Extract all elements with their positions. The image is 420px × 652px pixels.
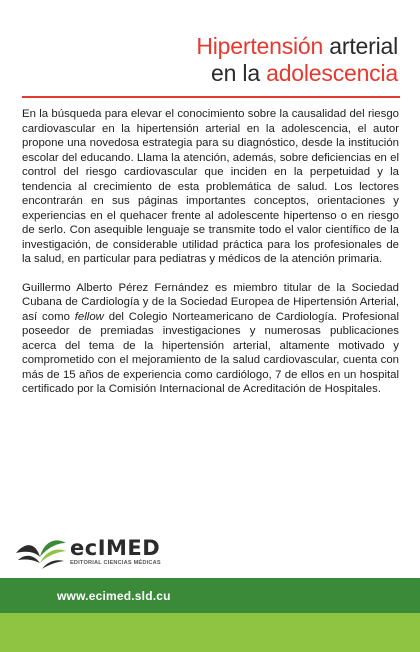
title-word-hipertension: Hipertensión — [196, 33, 324, 59]
author-bio-paragraph — [22, 281, 399, 397]
logo-wordmark — [70, 537, 161, 566]
author-bio-part-1: Guillermo Alberto Pérez Fernández es miembro titular de la Sociedad Cubana de Cardiología y de la Sociedad Europea de Hipertensión Arterial, así como — [22, 281, 399, 323]
title-line-1 — [196, 33, 398, 60]
back-cover-text — [22, 107, 399, 411]
author-bio-italic: fellow — [74, 310, 104, 323]
logo-subtitle: EDITORIAL CIENCIAS MÉDICAS — [70, 560, 161, 566]
publisher-logo — [12, 527, 212, 577]
author-bio-part-2: del Colegio Norteamericano de Cardiología. Profesional poseedor de premiadas investigaciones y numerosas publicaciones acerca del tema de la hipertensión arterial, altamente motivado y comprometido con el mejoramiento de la salud cardiovascular, cuenta con más de 15 años de experiencia como cardiólogo, 7 de ellos en un hospital certificado por la Comisión Internacional de Acreditación de Hospitales. — [22, 310, 399, 395]
title-divider — [22, 96, 400, 98]
footer-band-light — [0, 613, 420, 652]
footer-band — [0, 578, 420, 652]
footer-band-dark — [0, 578, 420, 613]
title-word-en-la: en la — [211, 60, 267, 86]
logo-name: ecIMED — [70, 536, 161, 560]
synopsis-paragraph: En la búsqueda para elevar el conocimiento sobre la causalidad del riesgo cardiovascular en la hipertensión arterial en la adolescencia, el autor propone una novedosa estrategia para su diagnóstico, desde la institución escolar del educando. Llama la atención, además, sobre deficiencias en el control del riesgo cardiovascular que inciden en la perpetuidad y la tendencia al crecimiento de esta problemática de salud. Los lectores encontrarán en sus páginas importantes conceptos, orientaciones y experiencias en el quehacer frente al adolescente hipertenso o en riesgo de serlo. Con asequible lenguaje se transmite todo el valor científico de la investigación, de considerable utilidad práctica para los profesionales de la salud, en particular para pediatras y médicos de la atención primaria. — [22, 108, 399, 265]
title-word-adolescencia: adolescencia — [266, 60, 398, 86]
title-word-arterial: arterial — [323, 33, 398, 59]
website-url[interactable]: www.ecimed.sld.cu — [57, 588, 171, 603]
open-book-icon — [12, 531, 68, 575]
book-title — [196, 33, 398, 87]
title-line-2 — [196, 60, 398, 87]
